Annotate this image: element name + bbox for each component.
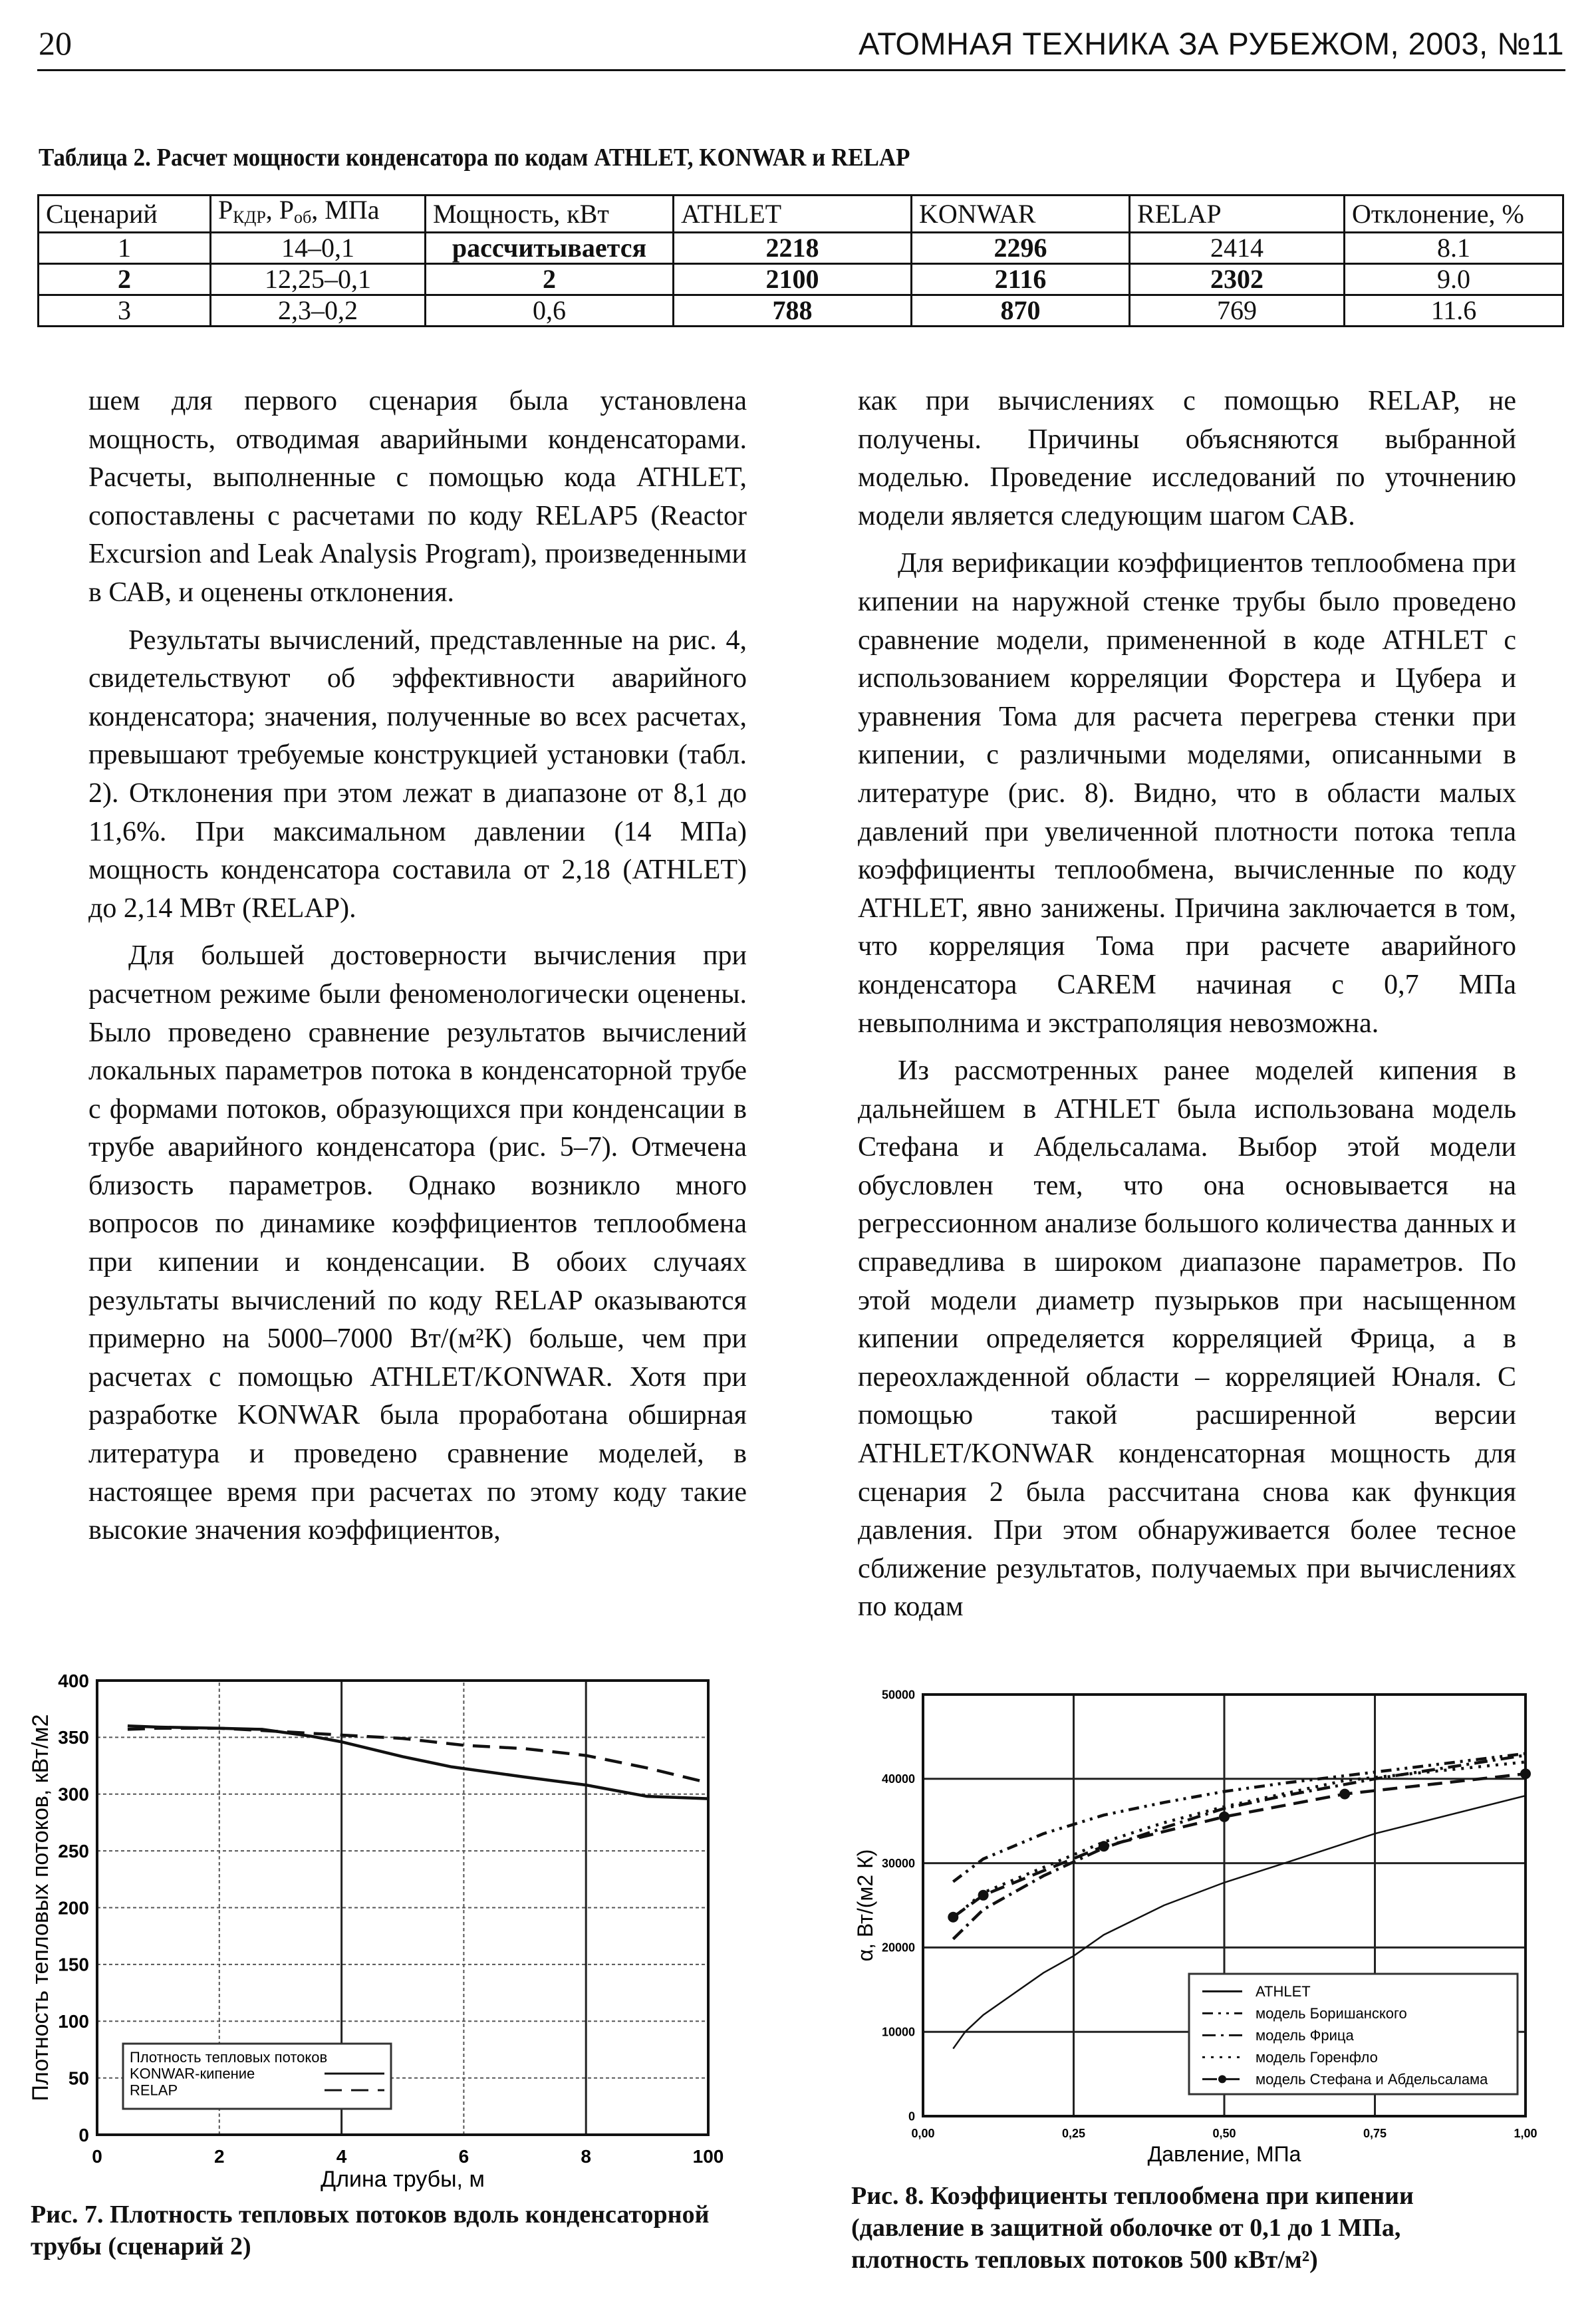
- table-title: Таблица 2. Расчет мощности конденсатора по кодам ATHLET, KONWAR и RELAP: [39, 144, 910, 172]
- x-axis-label: Давление, МПа: [1147, 2142, 1301, 2166]
- header-power: Мощность, кВт: [426, 196, 674, 233]
- y-tick-label: 50: [68, 2068, 89, 2089]
- y-tick-label: 0: [908, 2109, 915, 2123]
- figure-8-caption: Рис. 8. Коэффициенты теплообмена при кипении (давление в защитной оболочке от 0,1 до 1 МПа, плотность тепловых потоков 500 кВт/м²): [851, 2182, 1414, 2274]
- p-sub-ob: об: [294, 207, 312, 227]
- cell-scenario: 1: [39, 233, 211, 264]
- x-tick-label: 100: [692, 2146, 724, 2167]
- page-number: 20: [39, 25, 72, 62]
- p-unit: , МПа: [311, 195, 380, 225]
- cell-konwar: 870: [912, 295, 1130, 327]
- cell-relap: 2302: [1130, 264, 1345, 295]
- legend-label: модель Фрица: [1256, 2027, 1354, 2044]
- y-tick-label: 30000: [881, 1856, 915, 1870]
- x-tick-label: 0,00: [911, 2127, 935, 2140]
- paragraph: Результаты вычислений, представленные на рис. 4, свидетельствуют об эффективности аварийного конденсатора; значения, полученные во всех расчетах, превышают требуемые конструкцией установки (табл. 2). Отклонения при этом лежат в диапазоне от 8,1 до 11,6%. При максимальном давлении (14 МПа) мощность конденсатора составила от 2,18 (ATHLET) до 2,14 МВт (RELAP).: [88, 624, 747, 924]
- legend-label: ATHLET: [1256, 1983, 1311, 2000]
- x-tick-label: 6: [458, 2146, 469, 2167]
- paragraph: Из рассмотренных ранее моделей кипения в дальнейшем в ATHLET была использована модель Стефана и Абдельсалама. Выбор этой модели обусловлен тем, что она основывается на регрессионном анализе большого количества данных и справедлива в широком диапазоне параметров. По этой модели диаметр пузырьков при насыщенном кипении определяется корреляцией Фрица, а в переохлажденной области – корреляцией Юналя. С помощью такой расширенной версии ATHLET/KONWAR конденсаторная мощность для сценария 2 была рассчитана снова как функция давления. При этом обнаруживается более тесное сближение результатов, получаемых при вычислениях по кодам: [858, 1055, 1516, 1623]
- y-tick-label: 50000: [881, 1688, 915, 1702]
- paragraph: шем для первого сценария была установлена мощность, отводимая аварийными конденсаторами. Расчеты, выполненные с помощью кода ATHLET, сопоставлены с расчетами по коду RELAP5 (Reactor Excursion and Leak Analysis Program), произведенными в САВ, и оценены отклонения.: [88, 386, 747, 608]
- legend-label: KONWAR-кипение: [130, 2065, 255, 2082]
- cell-deviation: 8.1: [1345, 233, 1563, 264]
- y-tick-label: 350: [58, 1727, 89, 1748]
- data-point-marker: [1339, 1789, 1350, 1800]
- p-symbol: P: [218, 195, 233, 225]
- legend-label: модель Стефана и Абдельсалама: [1256, 2071, 1488, 2088]
- p-symbol-2: , P: [265, 195, 295, 225]
- y-tick-label: 300: [58, 1784, 89, 1805]
- y-axis-label: α, Вт/(м2 К): [853, 1849, 877, 1962]
- cell-athlet: 2100: [674, 264, 912, 295]
- cell-scenario: 2: [39, 264, 211, 295]
- legend-label: RELAP: [130, 2082, 178, 2099]
- cell-power: 0,6: [426, 295, 674, 327]
- cell-scenario: 3: [39, 295, 211, 327]
- cell-relap: 2414: [1130, 233, 1345, 264]
- cell-power: рассчитывается: [426, 233, 674, 264]
- cell-power: 2: [426, 264, 674, 295]
- y-tick-label: 400: [58, 1670, 89, 1691]
- paragraph: как при вычислениях с помощью RELAP, не получены. Причины объясняются выбранной моделью. Проведение исследований по уточнению модели является следующим шагом САВ.: [858, 386, 1516, 531]
- legend-marker: [1218, 2075, 1226, 2083]
- header-scenario: Сценарий: [39, 196, 211, 233]
- journal-title: АТОМНАЯ ТЕХНИКА ЗА РУБЕЖОМ, 2003, №11: [859, 26, 1564, 61]
- header-athlet: ATHLET: [674, 196, 912, 233]
- x-tick-label: 0,75: [1363, 2127, 1387, 2140]
- y-tick-label: 200: [58, 1897, 89, 1919]
- cell-pressure: 2,3–0,2: [211, 295, 426, 327]
- figure-7-caption: Рис. 7. Плотность тепловых потоков вдоль конденсаторной трубы (сценарий 2): [31, 2201, 710, 2260]
- y-tick-label: 150: [58, 1954, 89, 1975]
- y-tick-label: 40000: [881, 1772, 915, 1786]
- p-sub-kdr: КДР: [233, 207, 266, 227]
- series-line-4: [953, 1774, 1526, 1917]
- x-axis-label: Длина трубы, м: [321, 2167, 485, 2192]
- cell-konwar: 2296: [912, 233, 1130, 264]
- y-axis-label: Плотность тепловых потоков, кВт/м2: [28, 1714, 53, 2102]
- paragraph: Для большей достоверности вычисления при расчетном режиме были феноменологически оценены. Было проведено сравнение результатов вычислений локальных параметров потока в конденсаторной трубе с формами потоков, образующихся при конденсации в трубе аварийного конденсатора (рис. 5–7). Отмечена близость параметров. Однако возникло много вопросов по динамике коэффициентов теплообмена при кипении и конденсации. В обоих случаях результаты вычислений по коду RELAP оказываются примерно на 5000–7000 Вт/(м²К) больше, чем при расчетах с помощью ATHLET/KONWAR. Хотя при разработке KONWAR была проработана обширная литература и проведено сравнение моделей, в настоящее время при расчетах по этому коду такие высокие значения коэффициентов,: [88, 940, 747, 1546]
- cell-deviation: 11.6: [1345, 295, 1563, 327]
- x-tick-label: 1,00: [1514, 2127, 1537, 2140]
- x-tick-label: 0,25: [1061, 2127, 1086, 2140]
- cell-athlet: 788: [674, 295, 912, 327]
- cell-pressure: 14–0,1: [211, 233, 426, 264]
- cell-athlet: 2218: [674, 233, 912, 264]
- x-tick-label: 8: [581, 2146, 591, 2167]
- y-tick-label: 20000: [881, 1941, 915, 1955]
- x-tick-label: 0: [92, 2146, 102, 2167]
- data-point-marker: [948, 1912, 958, 1923]
- y-tick-label: 0: [78, 2124, 89, 2145]
- cell-relap: 769: [1130, 295, 1345, 327]
- header-relap: RELAP: [1130, 196, 1345, 233]
- series-line-3: [953, 1762, 1526, 1918]
- legend-label: модель Боришанского: [1256, 2005, 1407, 2022]
- legend-label: модель Горенфло: [1256, 2049, 1378, 2066]
- x-tick-label: 4: [336, 2146, 347, 2167]
- data-point-marker: [978, 1890, 989, 1901]
- x-tick-label: 0,50: [1212, 2127, 1236, 2140]
- y-tick-label: 100: [58, 2011, 89, 2032]
- paragraph: Для верификации коэффициентов теплообмена при кипении на наружной стенке трубы было проведено сравнение модели, примененной в коде ATHLET с использованием корреляции Форстера и Цубера и уравнения Тома для расчета перегрева стенки при кипении, с различными моделями, описанными в литературе (рис. 8). Видно, что в области малых давлений при увеличенной плотности потока тепла коэффициенты теплообмена, вычисленные по коду ATHLET, явно занижены. Причина заключается в том, что корреляция Тома при расчете аварийного конденсатора CAREM начиная с 0,7 МПа невыполнима и экстраполяция невозможна.: [858, 548, 1516, 1039]
- data-point-marker: [1099, 1841, 1109, 1851]
- legend-title: Плотность тепловых потоков: [130, 2049, 328, 2066]
- cell-konwar: 2116: [912, 264, 1130, 295]
- header-deviation: Отклонение, %: [1345, 196, 1563, 233]
- y-tick-label: 250: [58, 1840, 89, 1861]
- cell-deviation: 9.0: [1345, 264, 1563, 295]
- y-tick-label: 10000: [881, 2025, 915, 2039]
- x-tick-label: 2: [214, 2146, 225, 2167]
- data-point-marker: [1219, 1812, 1230, 1822]
- header-konwar: KONWAR: [912, 196, 1130, 233]
- cell-pressure: 12,25–0,1: [211, 264, 426, 295]
- data-point-marker: [1520, 1768, 1531, 1779]
